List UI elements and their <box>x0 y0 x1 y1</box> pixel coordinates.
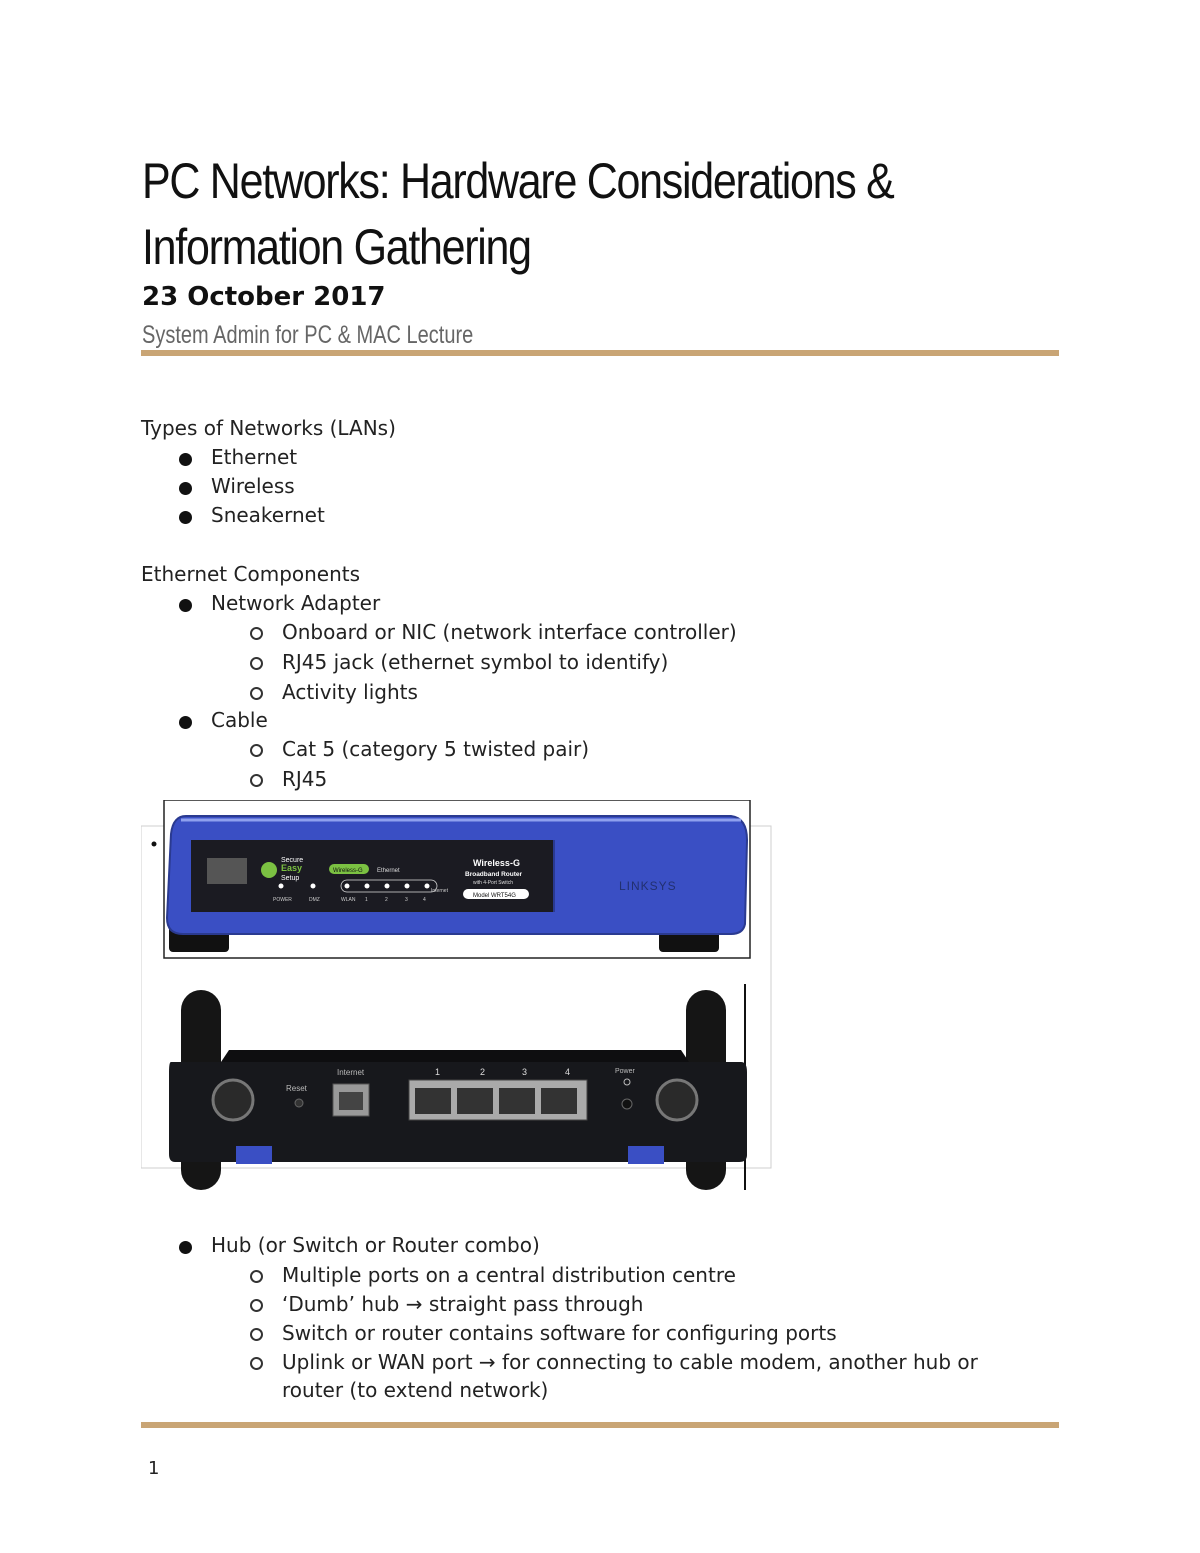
bottom-divider <box>141 1422 1059 1428</box>
power-jack-icon <box>622 1099 632 1109</box>
led-icon <box>279 884 284 889</box>
led-icon <box>425 884 430 889</box>
lan-port-icon <box>415 1088 451 1114</box>
section-heading-network-types: Types of Networks (LANs) <box>141 416 396 440</box>
sub-bullet-icon <box>250 627 263 640</box>
section-heading-ethernet-components: Ethernet Components <box>141 562 361 586</box>
page-title <box>142 148 916 280</box>
led-icon <box>385 884 390 889</box>
sub-list-item: Uplink or WAN port → for connecting to cable modem, another hub or <box>282 1350 978 1374</box>
lan-port-label: 1 <box>435 1067 441 1077</box>
list-item: Network Adapter <box>211 591 381 615</box>
wireless-badge-text: Wireless-G <box>333 868 363 874</box>
bullet-icon <box>179 1241 192 1254</box>
led-label: 3 <box>405 897 408 903</box>
sub-bullet-icon <box>250 657 263 670</box>
bullet-icon <box>179 716 192 729</box>
router-front-view <box>167 816 747 952</box>
secure-easy-setup-icon <box>261 862 277 878</box>
lan-port-icon <box>457 1088 493 1114</box>
internet-port-label: Internet <box>337 1068 365 1077</box>
bullet-icon <box>179 482 192 495</box>
back-foot <box>236 1146 272 1164</box>
led-label: 4 <box>423 897 426 903</box>
top-divider <box>141 350 1059 356</box>
led-label: POWER <box>273 897 292 903</box>
reset-label: Reset <box>286 1084 307 1093</box>
sub-list-item: Activity lights <box>282 680 418 704</box>
model-title: Wireless-G <box>473 858 520 868</box>
list-item: Sneakernet <box>211 503 325 527</box>
model-number: Model WRT54G <box>473 893 516 899</box>
sub-bullet-icon <box>250 1328 263 1341</box>
title-line-2: Information Gathering <box>142 219 531 275</box>
sub-list-item: Onboard or NIC (network interface controller) <box>282 620 737 644</box>
ses-label: Secure <box>281 857 304 864</box>
led-label: DMZ <box>309 897 320 903</box>
stray-bullet-icon <box>152 842 157 847</box>
led-label: 2 <box>385 897 388 903</box>
bullet-icon <box>179 453 192 466</box>
sub-list-item: Switch or router contains software for configuring ports <box>282 1321 837 1345</box>
ses-label: Setup <box>281 875 300 882</box>
lan-port-label: 4 <box>565 1067 571 1077</box>
router-figure <box>141 800 777 1200</box>
sub-list-item: Multiple ports on a central distribution centre <box>282 1263 736 1287</box>
led-icon <box>345 884 350 889</box>
sub-bullet-icon <box>250 1299 263 1312</box>
back-top-edge <box>221 1050 689 1062</box>
list-item: Wireless <box>211 474 295 498</box>
led-label: 1 <box>365 897 368 903</box>
led-label: Internet <box>431 888 448 894</box>
back-foot <box>628 1146 664 1164</box>
sub-bullet-icon <box>250 687 263 700</box>
internet-port-socket <box>339 1092 363 1110</box>
document-date: 23 October 2017 <box>142 282 386 312</box>
document-subtitle: System Admin for PC & MAC Lecture <box>142 321 474 349</box>
model-switch-text: with 4-Port Switch <box>473 880 514 886</box>
panel-divider <box>553 840 555 912</box>
bullet-icon <box>179 599 192 612</box>
antenna-mount-right <box>657 1080 697 1120</box>
sub-list-item: Cat 5 (category 5 twisted pair) <box>282 737 590 761</box>
reset-button-icon <box>295 1099 303 1107</box>
page-number: 1 <box>148 1458 160 1479</box>
lan-port-label: 2 <box>480 1067 486 1077</box>
sub-bullet-icon <box>250 774 263 787</box>
cisco-badge <box>207 858 247 884</box>
sub-bullet-icon <box>250 1357 263 1370</box>
sub-list-item: ‘Dumb’ hub → straight pass through <box>282 1292 644 1316</box>
lan-port-icon <box>499 1088 535 1114</box>
ethernet-led-label: Ethernet <box>377 868 400 874</box>
model-subtitle: Broadband Router <box>465 871 523 878</box>
router-illustration <box>141 800 777 1200</box>
sub-bullet-icon <box>250 1270 263 1283</box>
bullet-icon <box>179 511 192 524</box>
power-label: Power <box>615 1068 635 1075</box>
sub-list-item: RJ45 <box>282 767 328 791</box>
antenna-mount-left <box>213 1080 253 1120</box>
lan-port-label: 3 <box>522 1067 528 1077</box>
sub-list-item: RJ45 jack (ethernet symbol to identify) <box>282 650 669 674</box>
lan-port-icon <box>541 1088 577 1114</box>
title-line-1: PC Networks: Hardware Considerations & <box>142 153 894 209</box>
sub-bullet-icon <box>250 744 263 757</box>
ses-label: Easy <box>281 863 303 873</box>
led-icon <box>365 884 370 889</box>
led-label: WLAN <box>341 897 356 903</box>
led-icon <box>311 884 316 889</box>
led-icon <box>405 884 410 889</box>
list-item: Hub (or Switch or Router combo) <box>211 1233 540 1257</box>
sub-list-item-continuation: router (to extend network) <box>282 1378 549 1402</box>
router-back-view <box>169 984 747 1190</box>
list-item: Ethernet <box>211 445 298 469</box>
list-item: Cable <box>211 708 268 732</box>
linksys-logo: LINKSYS <box>619 879 677 893</box>
